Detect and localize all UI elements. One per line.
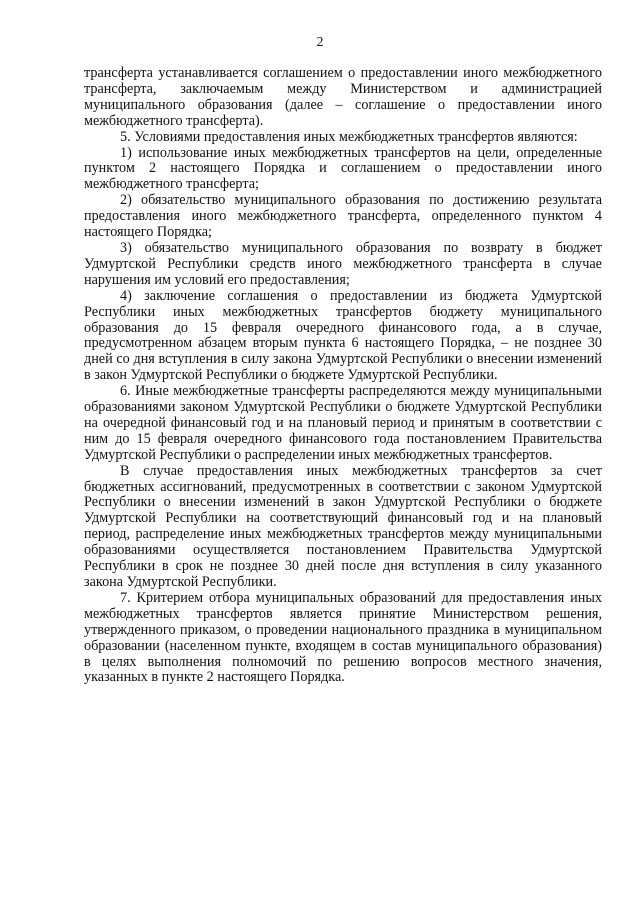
paragraph-transfer-agreement: трансферта устанавливается соглашением о предоставлении иного межбюджетного трансферта, заключаемым между Министерством и администрацией муниципального образования (далее – соглашение о предоставлении иного межбюджетного трансферта). xyxy=(84,65,602,129)
paragraph-5-condition-2: 2) обязательство муниципального образования по достижению результата предоставления иного межбюджетного трансферта, определенного пунктом 4 настоящего Порядка; xyxy=(84,192,602,241)
paragraph-5-condition-3: 3) обязательство муниципального образования по возврату в бюджет Удмуртской Республики средств иного межбюджетного трансферта в случае нарушения им условий его предоставления; xyxy=(84,239,602,288)
document-body xyxy=(84,66,602,686)
paragraph-5-conditions-heading: 5. Условиями предоставления иных межбюджетных трансфертов являются: xyxy=(120,128,578,145)
paragraph-5-condition-4: 4) заключение соглашения о предоставлении из бюджета Удмуртской Республики иных межбюджетных трансфертов бюджету муниципального образования до 15 февраля очередного финансового года, а в случае, предусмотренном абзацем вторым пункта 6 настоящего Порядка, – не позднее 30 дней со дня вступления в силу закона Удмуртской Республики о внесении изменений в закон Удмуртской Республики о бюджете Удмуртской Республики. xyxy=(84,287,602,384)
paragraph-6-distribution: 6. Иные межбюджетные трансферты распределяются между муниципальными образованиями законом Удмуртской Республики о бюджете Удмуртской Республики на очередной финансовый год и на плановый период и принятым в соответствии с ним до 15 февраля очередного финансового года постановлением Правительства Удмуртской Республики о распределении иных межбюджетных трансфертов. xyxy=(84,383,602,463)
page-number: 2 xyxy=(316,35,324,50)
paragraph-7-selection-criterion: 7. Критерием отбора муниципальных образований для предоставления иных межбюджетных трансфертов является принятие Министерством решения, утвержденного приказом, о проведении национального праздника в муниципальном образовании (населенном пункте, входящем в состав муниципального образования) в целях выполнения полномочий по решению вопросов местного значения, указанных в пункте 2 настоящего Порядка. xyxy=(84,589,602,686)
paragraph-5-condition-1: 1) использование иных межбюджетных трансфертов на цели, определенные пунктом 2 настоящего Порядка и соглашением о предоставлении иного межбюджетного трансферта; xyxy=(84,144,602,193)
paragraph-6-amendments: В случае предоставления иных межбюджетных трансфертов за счет бюджетных ассигнований, предусмотренных в соответствии с законом Удмуртской Республики о внесении изменений в закон Удмуртской Республики о бюджете Удмуртской Республики на соответствующий финансовый год и на плановый период, распределение иных межбюджетных трансфертов между муниципальными образованиями осуществляется постановлением Правительства Удмуртской Республики в срок не позднее 30 дней после дня вступления в силу указанного закона Удмуртской Республики. xyxy=(84,462,602,590)
